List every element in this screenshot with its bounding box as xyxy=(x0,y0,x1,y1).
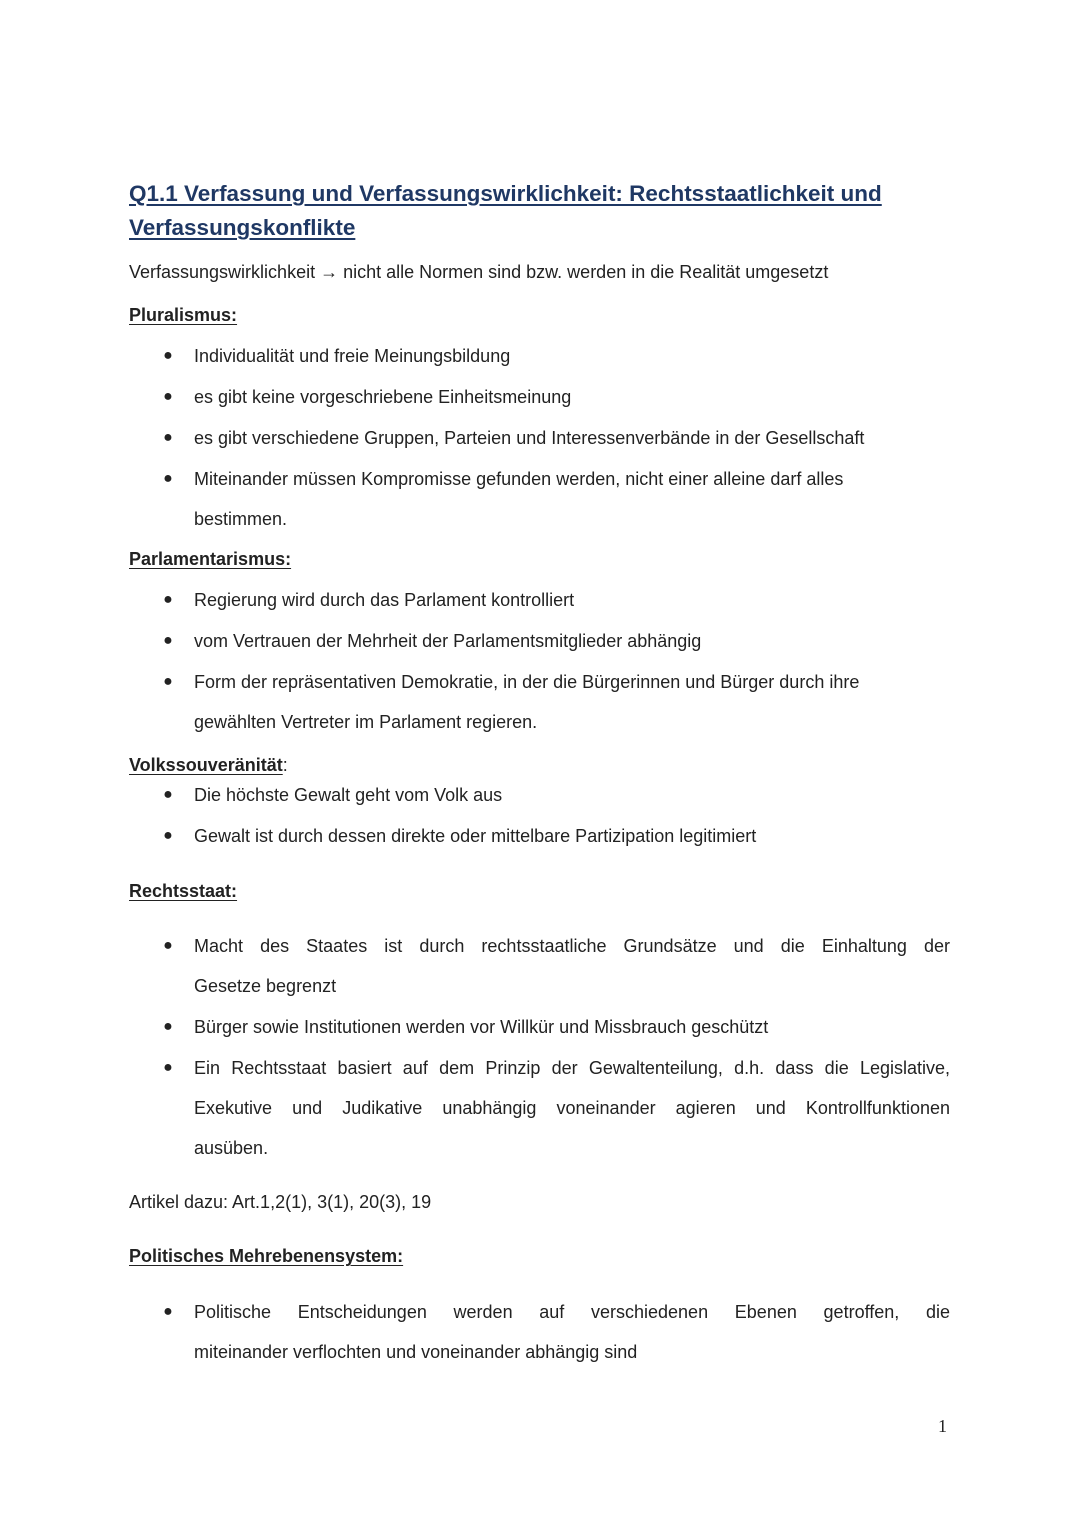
heading-parlamentarismus-text: Parlamentarismus: xyxy=(129,549,292,569)
list-item-continuation: ausüben. xyxy=(194,1138,269,1158)
list-item-line: Politische Entscheidungen werden auf verschiedenen Ebenen getroffen, die xyxy=(194,1302,950,1322)
list-item: Regierung wird durch das Parlament kontrolliert xyxy=(194,590,575,610)
title-line-1: Q1.1 Verfassung und Verfassungswirklichkeit: Rechtsstaatlichkeit und xyxy=(129,181,882,206)
list-item: Gewalt ist durch dessen direkte oder mittelbare Partizipation legitimiert xyxy=(194,826,757,846)
list-item: vom Vertrauen der Mehrheit der Parlamentsmitglieder abhängig xyxy=(194,631,702,651)
bullet-icon: ● xyxy=(163,388,173,405)
bullet-icon: ● xyxy=(163,470,173,487)
bullet-icon: ● xyxy=(163,827,173,844)
heading-mehrebenensystem xyxy=(129,1245,403,1267)
title-line-2: Verfassungskonflikte xyxy=(129,215,356,240)
bullet-icon: ● xyxy=(163,786,173,803)
intro-text: Verfassungswirklichkeit → nicht alle Normen sind bzw. werden in die Realität umgesetzt xyxy=(129,262,829,282)
list-item xyxy=(194,1301,950,1323)
list-item: Bürger sowie Institutionen werden vor Willkür und Missbrauch geschützt xyxy=(194,1017,769,1037)
heading-parlamentarismus xyxy=(129,548,291,570)
list-item: Individualität und freie Meinungsbildung xyxy=(194,346,511,366)
list-item-continuation: bestimmen. xyxy=(194,509,288,529)
list-item-continuation xyxy=(194,1097,950,1119)
list-item: Miteinander müssen Kompromisse gefunden werden, nicht einer alleine darf alles xyxy=(194,469,844,489)
list-item-continuation: Gesetze begrenzt xyxy=(194,976,337,996)
heading-rechtsstaat-text: Rechtsstaat: xyxy=(129,881,238,901)
heading-rechtsstaat xyxy=(129,880,237,902)
bullet-icon: ● xyxy=(163,1303,173,1320)
bullet-icon: ● xyxy=(163,1018,173,1035)
page-number: 1 xyxy=(938,1416,947,1436)
list-item: es gibt keine vorgeschriebene Einheitsmeinung xyxy=(194,387,572,407)
bullet-icon: ● xyxy=(163,673,173,690)
heading-pluralismus-text: Pluralismus: xyxy=(129,305,238,325)
heading-volkssouveraenitaet-text: Volkssouveränität xyxy=(129,755,283,775)
list-item-line: Exekutive und Judikative unabhängig voneinander agieren und Kontrollfunktionen xyxy=(194,1098,950,1118)
heading-mehrebenensystem-text: Politisches Mehrebenensystem: xyxy=(129,1246,404,1266)
heading-suffix: : xyxy=(282,755,288,775)
list-item: Form der repräsentativen Demokratie, in der die Bürgerinnen und Bürger durch ihre xyxy=(194,672,860,692)
bullet-icon: ● xyxy=(163,347,173,364)
list-item xyxy=(194,1057,950,1079)
list-item-line: Ein Rechtsstaat basiert auf dem Prinzip der Gewaltenteilung, d.h. dass die Legislative, xyxy=(194,1058,950,1078)
list-item xyxy=(194,935,950,957)
bullet-icon: ● xyxy=(163,591,173,608)
artikel-text: Artikel dazu: Art.1,2(1), 3(1), 20(3), 19 xyxy=(129,1192,432,1212)
list-item-continuation: gewählten Vertreter im Parlament regieren. xyxy=(194,712,538,732)
list-item: Die höchste Gewalt geht vom Volk aus xyxy=(194,785,503,805)
list-item-continuation: miteinander verflochten und voneinander abhängig sind xyxy=(194,1342,638,1362)
bullet-icon: ● xyxy=(163,429,173,446)
heading-volkssouveraenitaet xyxy=(129,754,288,776)
heading-pluralismus xyxy=(129,304,237,326)
list-item-line: Macht des Staates ist durch rechtsstaatliche Grundsätze und die Einhaltung der xyxy=(194,936,950,956)
bullet-icon: ● xyxy=(163,1059,173,1076)
bullet-icon: ● xyxy=(163,632,173,649)
bullet-icon: ● xyxy=(163,937,173,954)
document-title xyxy=(129,177,929,245)
list-item: es gibt verschiedene Gruppen, Parteien und Interessenverbände in der Gesellschaft xyxy=(194,428,865,448)
